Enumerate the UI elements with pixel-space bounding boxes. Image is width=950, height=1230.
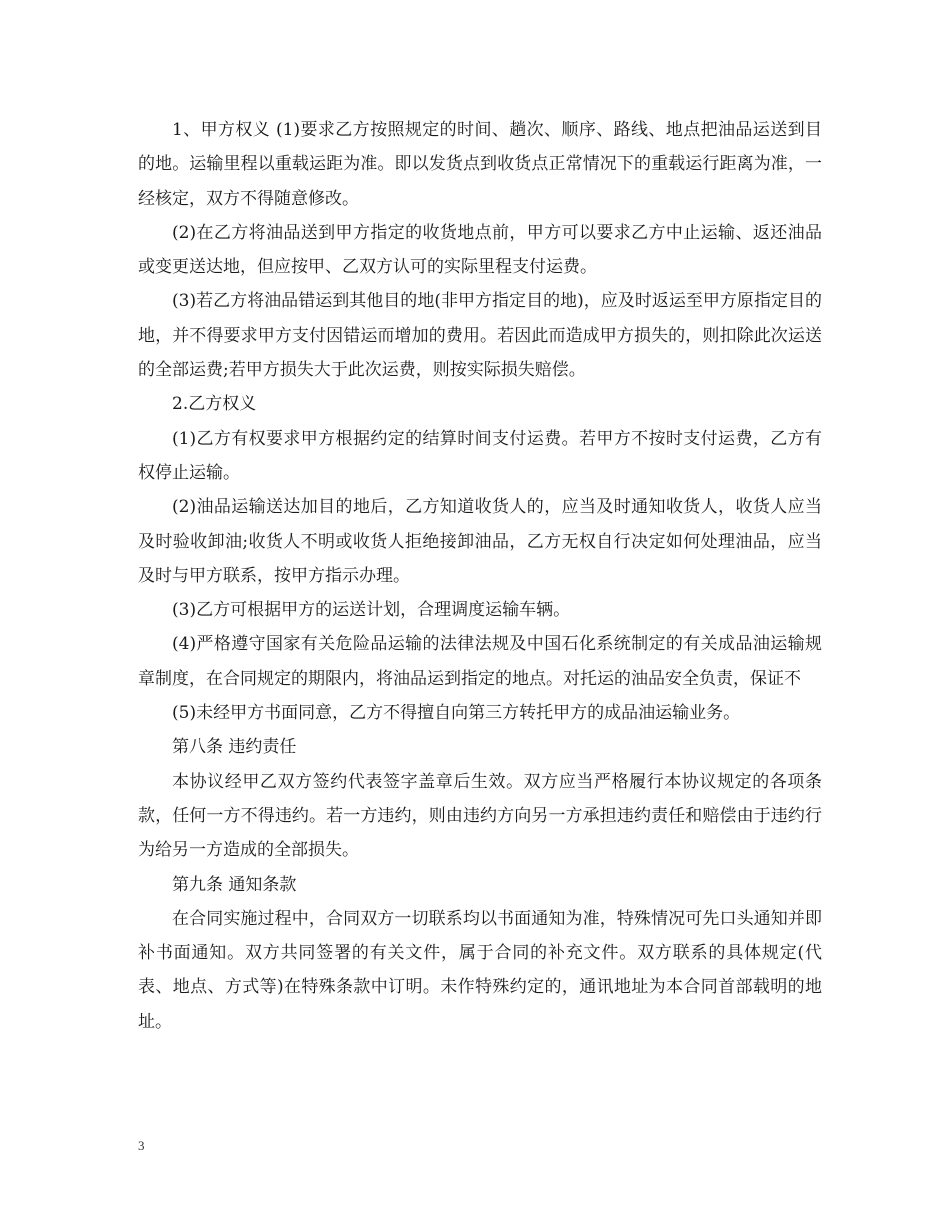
document-body [138, 113, 822, 1039]
heading-article-9: 第九条 通知条款 [172, 874, 297, 895]
paragraph-party-a-rights-1: 1、甲方权义 (1)要求乙方按照规定的时间、趟次、顺序、路线、地点把油品运送到目的地。运输里程以重载运距为准。即以发货点到收货点正常情况下的重载运行距离为准，一经核定，双方不得随意修改。 [138, 120, 822, 209]
paragraph-party-b-rights-1: (1)乙方有权要求甲方根据约定的结算时间支付运费。若甲方不按时支付运费，乙方有权停止运输。 [138, 428, 822, 483]
paragraph-breach-liability: 本协议经甲乙双方签约代表签字盖章后生效。双方应当严格履行本协议规定的各项条款，任何一方不得违约。若一方违约，则由违约方向另一方承担违约责任和赔偿由于违约行为给另一方造成的全部损失。 [138, 771, 822, 861]
paragraph-party-b-rights-5: (5)未经甲方书面同意，乙方不得擅自向第三方转托甲方的成品油运输业务。 [172, 703, 741, 724]
paragraph-notice-clause: 在合同实施过程中，合同双方一切联系均以书面通知为准，特殊情况可先口头通知并即补书面通知。双方共同签署的有关文件，属于合同的补充文件。双方联系的具体规定(代表、地点、方式等)在特殊条款中订明。未作特殊约定的，通讯地址为本合同首部载明的地址。 [138, 908, 822, 1032]
paragraph-party-a-rights-3: (3)若乙方将油品错运到其他目的地(非甲方指定目的地)，应及时返运至甲方原指定目的地，并不得要求甲方支付因错运而增加的费用。若因此而造成甲方损失的，则扣除此次运送的全部运费;若甲方损失大于此次运费，则按实际损失赔偿。 [138, 291, 822, 381]
paragraph-party-b-rights-4: (4)严格遵守国家有关危险品运输的法律法规及中国石化系统制定的有关成品油运输规章制度，在合同规定的期限内，将油品运到指定的地点。对托运的油品安全负责，保证不 [138, 634, 822, 689]
paragraph-party-b-rights-2: (2)油品运输送达加目的地后，乙方知道收货人的，应当及时通知收货人，收货人应当及时验收卸油;收货人不明或收货人拒绝接卸油品，乙方无权自行决定如何处理油品，应当及时与甲方联系，按甲方指示办理。 [138, 497, 822, 586]
page-number: 3 [138, 1138, 145, 1153]
paragraph-party-a-rights-2: (2)在乙方将油品送到甲方指定的收货地点前，甲方可以要求乙方中止运输、返还油品或变更送达地，但应按甲、乙双方认可的实际里程支付运费。 [138, 222, 822, 278]
paragraph-party-b-rights-3: (3)乙方可根据甲方的运送计划，合理调度运输车辆。 [172, 600, 571, 621]
heading-article-8: 第八条 违约责任 [172, 737, 297, 758]
heading-party-b-rights: 2.乙方权义 [172, 394, 257, 415]
